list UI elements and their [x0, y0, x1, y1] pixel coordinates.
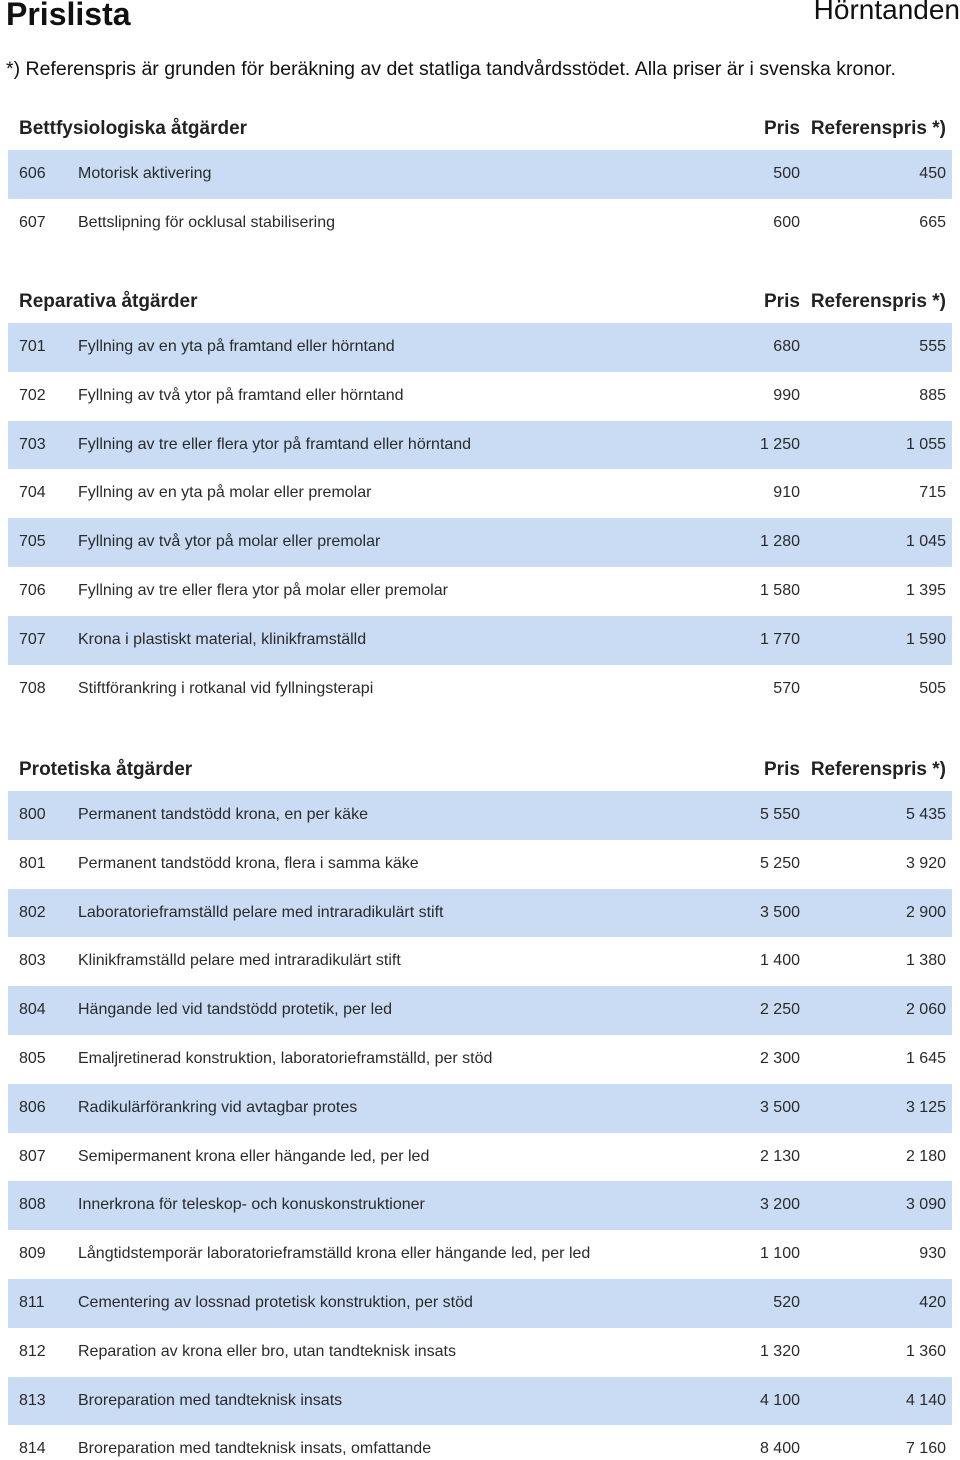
section-header	[8, 281, 952, 323]
treatment-description: Fyllning av en yta på molar eller premolar	[78, 484, 372, 502]
section-title: Protetiska åtgärder	[19, 759, 193, 780]
treatment-code: 812	[19, 1342, 46, 1360]
treatment-code: 808	[19, 1196, 46, 1214]
table-row	[8, 567, 952, 616]
treatment-code: 814	[19, 1440, 46, 1458]
reference-price: 1 395	[905, 581, 946, 599]
section-header	[8, 108, 952, 150]
treatment-code: 803	[19, 952, 46, 970]
reference-price-column-header: Referenspris *)	[810, 291, 946, 312]
treatment-description: Fyllning av tre eller flera ytor på framtand eller hörntand	[78, 435, 472, 453]
reference-price: 3 090	[905, 1196, 946, 1214]
treatment-price: 500	[773, 165, 800, 182]
table-row	[8, 791, 952, 840]
treatment-price: 3 500	[759, 903, 800, 921]
reference-price: 1 590	[905, 630, 946, 648]
treatment-description: Radikulärförankring vid avtagbar protes	[78, 1098, 358, 1116]
reference-price: 7 160	[905, 1440, 946, 1458]
table-row	[8, 1328, 952, 1377]
table-row	[8, 150, 952, 199]
treatment-price: 600	[773, 213, 800, 231]
treatment-price: 1 320	[759, 1342, 800, 1360]
treatment-code: 702	[19, 386, 46, 404]
price-section	[8, 108, 952, 248]
treatment-description: Klinikframställd pelare med intraradikulärt stift	[78, 952, 401, 970]
reference-price: 3 920	[905, 854, 946, 872]
reference-price: 665	[919, 213, 946, 231]
table-row	[8, 1279, 952, 1328]
treatment-description: Hängande led vid tandstödd protetik, per led	[78, 1001, 392, 1019]
table-row	[8, 889, 952, 938]
table-row	[8, 840, 952, 889]
reference-price: 1 360	[905, 1342, 946, 1360]
page-title: Prislista	[6, 0, 131, 32]
treatment-description: Långtidstemporär laboratorieframställd krona eller hängande led, per led	[78, 1245, 591, 1263]
treatment-code: 704	[19, 484, 46, 502]
table-row	[8, 1230, 952, 1279]
treatment-description: Emaljretinerad konstruktion, laboratorieframställd, per stöd	[78, 1049, 493, 1067]
table-row	[8, 421, 952, 470]
reference-price: 4 140	[905, 1391, 946, 1409]
treatment-description: Stiftförankring i rotkanal vid fyllningsterapi	[78, 679, 374, 697]
table-row	[8, 1425, 952, 1460]
treatment-description: Fyllning av en yta på framtand eller hörntand	[78, 338, 395, 355]
table-row	[8, 518, 952, 567]
table-row	[8, 323, 952, 372]
treatment-code: 805	[19, 1049, 46, 1067]
treatment-description: Motorisk aktivering	[78, 165, 212, 182]
reference-price: 1 380	[905, 952, 946, 970]
section-header	[8, 749, 952, 791]
reference-price: 2 900	[905, 903, 946, 921]
treatment-description: Fyllning av två ytor på molar eller premolar	[78, 533, 381, 551]
treatment-code: 708	[19, 679, 46, 697]
clinic-name: Hörntanden	[813, 0, 960, 25]
treatment-description: Laboratorieframställd pelare med intraradikulärt stift	[78, 903, 444, 921]
treatment-description: Permanent tandstödd krona, flera i samma käke	[78, 854, 419, 872]
treatment-description: Semipermanent krona eller hängande led, per led	[78, 1147, 430, 1165]
treatment-price: 4 100	[759, 1391, 800, 1409]
treatment-price: 2 130	[759, 1147, 800, 1165]
treatment-code: 701	[19, 338, 46, 355]
treatment-price: 1 100	[759, 1245, 800, 1263]
reference-price: 2 180	[905, 1147, 946, 1165]
treatment-price: 570	[773, 679, 800, 697]
treatment-code: 801	[19, 854, 46, 872]
treatment-price: 2 300	[759, 1049, 800, 1067]
reference-price: 5 435	[905, 806, 946, 823]
table-row	[8, 937, 952, 986]
treatment-description: Fyllning av tre eller flera ytor på molar eller premolar	[78, 581, 448, 599]
treatment-code: 703	[19, 435, 46, 453]
treatment-code: 807	[19, 1147, 46, 1165]
treatment-description: Cementering av lossnad protetisk konstruktion, per stöd	[78, 1293, 473, 1311]
table-row	[8, 1377, 952, 1426]
reference-price: 420	[919, 1293, 946, 1311]
reference-price-column-header: Referenspris *)	[810, 759, 946, 780]
reference-price: 1 645	[905, 1049, 946, 1067]
table-row	[8, 1035, 952, 1084]
treatment-code: 800	[19, 806, 46, 823]
treatment-price: 5 250	[759, 854, 800, 872]
table-row	[8, 1084, 952, 1133]
table-row	[8, 199, 952, 248]
treatment-code: 804	[19, 1001, 46, 1019]
reference-price: 930	[919, 1245, 946, 1263]
treatment-code: 606	[19, 165, 46, 182]
treatment-code: 706	[19, 581, 46, 599]
treatment-description: Reparation av krona eller bro, utan tandteknisk insats	[78, 1342, 456, 1360]
treatment-description: Fyllning av två ytor på framtand eller hörntand	[78, 386, 404, 404]
treatment-price: 1 280	[759, 533, 800, 551]
reference-price: 885	[919, 386, 946, 404]
table-row	[8, 372, 952, 421]
price-column-header: Pris	[764, 291, 800, 312]
price-section	[8, 749, 952, 1460]
treatment-code: 806	[19, 1098, 46, 1116]
price-column-header: Pris	[764, 759, 800, 780]
reference-price-note: *) Referenspris är grunden för beräkning av det statliga tandvårdsstödet. Alla priser är i svenska kronor.	[6, 58, 896, 80]
reference-price-column-header: Referenspris *)	[810, 118, 946, 139]
treatment-price: 680	[773, 338, 800, 355]
treatment-price: 8 400	[759, 1440, 800, 1458]
treatment-code: 707	[19, 630, 46, 648]
treatment-description: Innerkrona för teleskop- och konuskonstruktioner	[78, 1196, 425, 1214]
treatment-code: 811	[19, 1293, 45, 1311]
reference-price: 2 060	[905, 1001, 946, 1019]
section-title: Bettfysiologiska åtgärder	[19, 118, 248, 139]
treatment-code: 802	[19, 903, 46, 921]
treatment-price: 1 580	[759, 581, 800, 599]
treatment-code: 607	[19, 213, 46, 231]
price-column-header: Pris	[764, 118, 800, 139]
treatment-price: 1 770	[759, 630, 800, 648]
treatment-description: Krona i plastiskt material, klinikframställd	[78, 630, 367, 648]
price-section	[8, 281, 952, 713]
table-row	[8, 1133, 952, 1182]
table-row	[8, 665, 952, 714]
section-title: Reparativa åtgärder	[19, 291, 198, 312]
reference-price: 715	[919, 484, 946, 502]
treatment-description: Broreparation med tandteknisk insats, omfattande	[78, 1440, 432, 1458]
table-row	[8, 1181, 952, 1230]
reference-price: 1 055	[905, 435, 946, 453]
table-row	[8, 986, 952, 1035]
treatment-price: 1 250	[759, 435, 800, 453]
treatment-price: 990	[773, 386, 800, 404]
treatment-description: Permanent tandstödd krona, en per käke	[78, 806, 368, 823]
treatment-code: 809	[19, 1245, 46, 1263]
treatment-price: 3 200	[759, 1196, 800, 1214]
reference-price: 555	[919, 338, 946, 355]
treatment-code: 813	[19, 1391, 46, 1409]
reference-price: 450	[919, 165, 946, 182]
reference-price: 3 125	[905, 1098, 946, 1116]
treatment-code: 705	[19, 533, 46, 551]
reference-price: 1 045	[905, 533, 946, 551]
treatment-description: Bettslipning för ocklusal stabilisering	[78, 213, 336, 231]
treatment-price: 3 500	[759, 1098, 800, 1116]
treatment-description: Broreparation med tandteknisk insats	[78, 1391, 343, 1409]
treatment-price: 5 550	[759, 806, 800, 823]
reference-price: 505	[919, 679, 946, 697]
table-row	[8, 616, 952, 665]
table-row	[8, 469, 952, 518]
treatment-price: 910	[773, 484, 800, 502]
treatment-price: 520	[773, 1293, 800, 1311]
treatment-price: 1 400	[759, 952, 800, 970]
treatment-price: 2 250	[759, 1001, 800, 1019]
